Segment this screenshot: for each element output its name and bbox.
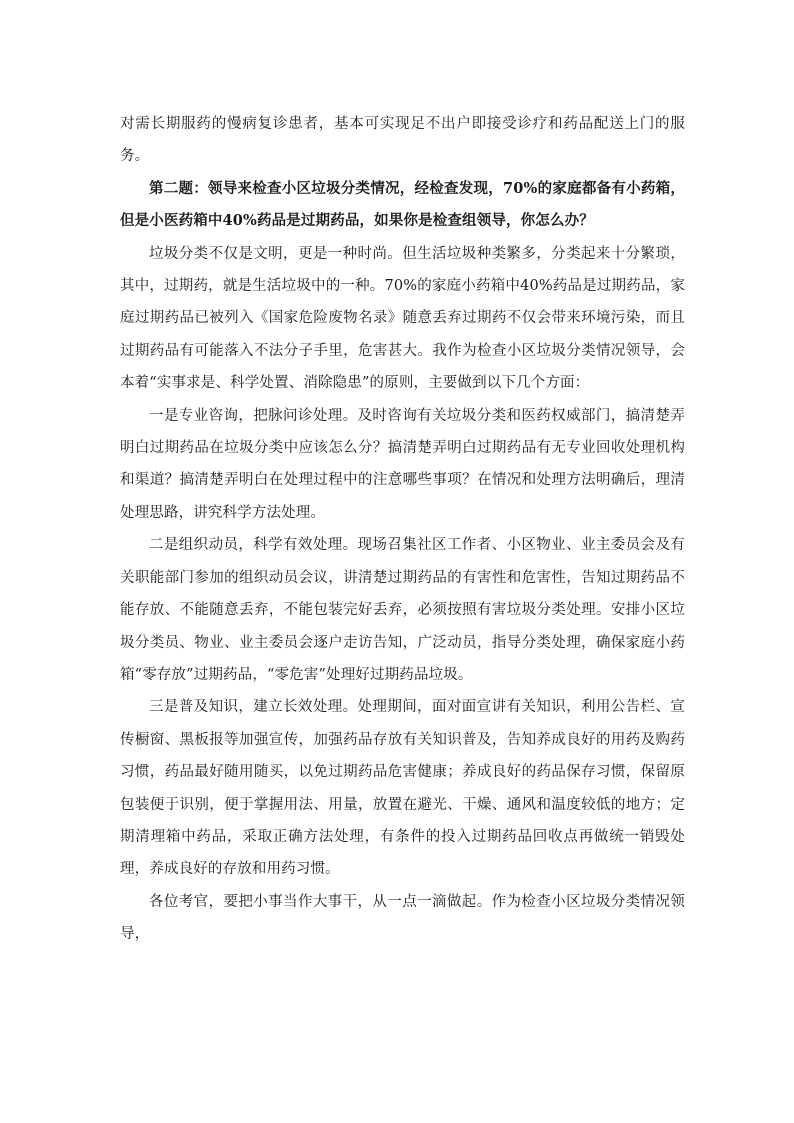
paragraph-closing: 各位考官，要把小事当作大事干，从一点一滴做起。作为检查小区垃圾分类情况领导， — [120, 893, 685, 943]
question-heading: 第二题：领导来检查小区垃圾分类情况，经检查发现，70%的家庭都备有小药箱，但是小医药箱中40%药品是过期药品，如果你是检查组领导，你怎么办？ — [120, 179, 685, 230]
paragraph-point-3: 三是普及知识，建立长效处理。处理期间，面对面宣讲有关知识，利用公告栏、宣传橱窗、黑板报等加强宣传，加强药品存放有关知识普及，告知养成良好的用药及购药习惯，药品最好随用随买，以免过期药品危害健康；养成良好的药品保存习惯，保留原包装便于识别，便于掌握用法、用量，放置在避光、干燥、通风和温度较低的地方；定期清理箱中药品，采取正确方法处理，有条件的投入过期药品回收点再做统一销毁处理，养成良好的存放和用药习惯。 — [120, 699, 685, 878]
paragraph-continuation: 对需长期服药的慢病复诊患者，基本可实现足不出户即接受诊疗和药品配送上门的服务。 — [120, 116, 685, 165]
paragraph-intro: 垃圾分类不仅是文明，更是一种时尚。但生活垃圾种类繁多，分类起来十分繁琐，其中，过期药，就是生活垃圾中的一种。70%的家庭小药箱中40%药品是过期药品，家庭过期药品已被列入《国家危险废物名录》随意丢弃过期药不仅会带来环境污染，而且过期药品有可能落入不法分子手里，危害甚大。我作为检查小区垃圾分类情况领导，会本着“实事求是、科学处置、消除隐患”的原则，主要做到以下几个方面： — [120, 245, 685, 392]
paragraph-point-1: 一是专业咨询，把脉问诊处理。及时咨询有关垃圾分类和医药权威部门，搞清楚弄明白过期药品在垃圾分类中应该怎么分？搞清楚弄明白过期药品有无专业回收处理机构和渠道？搞清楚弄明白在处理过程中的注意哪些事项？在情况和处理方法明确后，理清处理思路，讲究科学方法处理。 — [120, 407, 685, 521]
paragraph-point-2: 二是组织动员，科学有效处理。现场召集社区工作者、小区物业、业主委员会及有关职能部门参加的组织动员会议，讲清楚过期药品的有害性和危害性，告知过期药品不能存放、不能随意丢弃，不能包装完好丢弃，必须按照有害垃圾分类处理。安排小区垃圾分类员、物业、业主委员会逐户走访告知，广泛动员，指导分类处理，确保家庭小药箱“零存放”过期药品，“零危害”处理好过期药品垃圾。 — [120, 537, 685, 683]
document-body — [120, 108, 685, 951]
